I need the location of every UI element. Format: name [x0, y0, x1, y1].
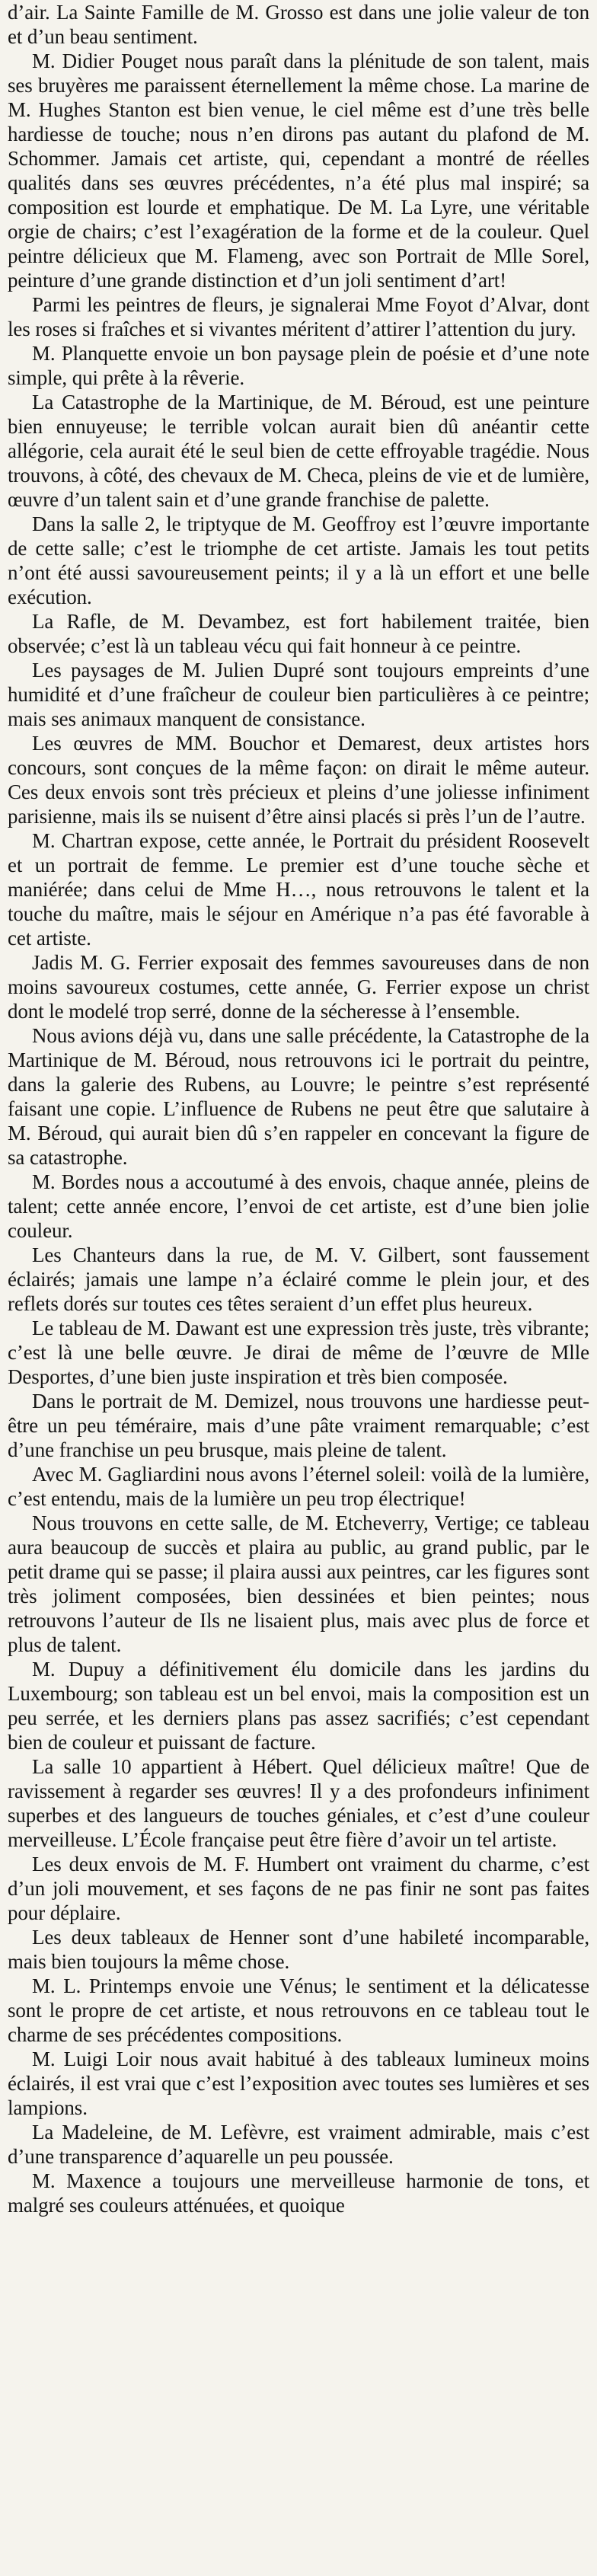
- paragraph: M. L. Printemps envoie une Vénus; le sentiment et la délicatesse sont le propre de cet artiste, et nous retrouvons en ce tableau tout le charme de ses précédentes compositions.: [8, 1974, 589, 2046]
- paragraph: Avec M. Gagliardini nous avons l’éternel soleil: voilà de la lumière, c’est entendu, mais de la lumière un peu trop électrique!: [8, 1463, 589, 1510]
- paragraph: Les œuvres de MM. Bouchor et Demarest, deux artistes hors concours, sont conçues de la même façon: on dirait le même auteur. Ces deux envois sont très précieux et pleins d’une joliesse infiniment parisienne, mais ils se nuisent d’être ainsi placés si près l’un de l’autre.: [8, 732, 589, 828]
- paragraph: M. Didier Pouget nous paraît dans la plénitude de son talent, mais ses bruyères me paraissent éternellement la même chose. La marine de M. Hughes Stanton est bien venue, le ciel même est d’une très belle hardiesse de touche; nous n’en dirons pas autant du plafond de M. Schommer. Jamais cet artiste, qui, cependant a montré de réelles qualités dans ses œuvres précédentes, n’a été plus mal inspiré; sa composition est lourde et emphatique. De M. La Lyre, une véritable orgie de chairs; c’est l’exagération de la forme et de la couleur. Quel peintre délicieux que M. Flameng, avec son Portrait de Mlle Sorel, peinture d’une grande distinction et d’un joli sentiment d’art!: [8, 49, 589, 292]
- text-column: [8, 0, 589, 2576]
- paragraph: M. Luigi Loir nous avait habitué à des tableaux lumineux moins éclairés, il est vrai que c’est l’exposition avec toutes ses lumières et ses lampions.: [8, 2048, 589, 2119]
- paragraph: M. Dupuy a définitivement élu domicile dans les jardins du Luxembourg; son tableau est un bel envoi, mais la composition est un peu serrée, et les derniers plans pas assez sacrifiés; c’est cependant bien de couleur et puissant de facture.: [8, 1658, 589, 1754]
- paragraph: La Madeleine, de M. Lefèvre, est vraiment admirable, mais c’est d’une transparence d’aquarelle un peu poussée.: [8, 2121, 589, 2168]
- paragraph: La Rafle, de M. Devambez, est fort habilement traitée, bien observée; c’est là un tableau vécu qui fait honneur à ce peintre.: [8, 610, 589, 657]
- paragraph: Les paysages de M. Julien Dupré sont toujours empreints d’une humidité et d’une fraîcheur de couleur bien particulières à ce peintre; mais ses animaux manquent de consistance.: [8, 659, 589, 730]
- paragraph: M. Bordes nous a accoutumé à des envois, chaque année, pleins de talent; cette année encore, l’envoi de cet artiste, est d’une bien jolie couleur.: [8, 1170, 589, 1242]
- paragraph: La salle 10 appartient à Hébert. Quel délicieux maître! Que de ravissement à regarder ses œuvres! Il y a des profondeurs infiniment superbes et des langueurs de touches géniales, et c’est d’une couleur merveilleuse. L’École française peut être fière d’avoir un tel artiste.: [8, 1755, 589, 1851]
- paragraph: Nous trouvons en cette salle, de M. Etcheverry, Vertige; ce tableau aura beaucoup de succès et plaira au public, au grand public, par le petit drame qui se passe; il plaira aussi aux peintres, car les figures sont très joliment composées, bien dessinées et bien peintes; nous retrouvons l’auteur de Ils ne lisaient plus, mais avec plus de force et plus de talent.: [8, 1511, 589, 1656]
- paragraph: Le tableau de M. Dawant est une expression très juste, très vibrante; c’est là une belle œuvre. Je dirai de même de l’œuvre de Mlle Desportes, d’une bien juste inspiration et très bien composée.: [8, 1317, 589, 1388]
- paragraph: Les deux envois de M. F. Humbert ont vraiment du charme, c’est d’un joli mouvement, et ses façons de ne pas finir ne sont pas faites pour déplaire.: [8, 1853, 589, 1924]
- paragraph: Dans le portrait de M. Demizel, nous trouvons une hardiesse peut-être un peu téméraire, mais d’une pâte vraiment remarquable; c’est d’une franchise un peu brusque, mais pleine de talent.: [8, 1390, 589, 1461]
- paragraph: M. Chartran expose, cette année, le Portrait du président Roosevelt et un portrait de femme. Le premier est d’une touche sèche et maniérée; dans celui de Mme H…, nous retrouvons le talent et la touche du maître, mais le séjour en Amérique n’a pas été favorable à cet artiste.: [8, 829, 589, 950]
- paragraph: Les deux tableaux de Henner sont d’une habileté incomparable, mais bien toujours la même chose.: [8, 1926, 589, 1973]
- paragraph: Dans la salle 2, le triptyque de M. Geoffroy est l’œuvre importante de cette salle; c’est le triomphe de cet artiste. Jamais les tout petits n’ont été aussi savoureusement peints; il y a là un effort et une belle exécution.: [8, 512, 589, 608]
- paragraph: Les Chanteurs dans la rue, de M. V. Gilbert, sont faussement éclairés; jamais une lampe n’a éclairé comme le plein jour, et des reflets dorés sur toutes ces têtes seraient d’un effet plus heureux.: [8, 1243, 589, 1315]
- paragraph: Jadis M. G. Ferrier exposait des femmes savoureuses dans de non moins savoureux costumes, cette année, G. Ferrier expose un christ dont le modelé trop serré, donne de la sécheresse à l’ensemble.: [8, 951, 589, 1023]
- paragraph: La Catastrophe de la Martinique, de M. Béroud, est une peinture bien ennuyeuse; le terrible volcan aurait bien dû anéantir cette allégorie, cela aurait été le seul bien de cette effroyable tragédie. Nous trouvons, à côté, des chevaux de M. Checa, pleins de vie et de lumière, œuvre d’un talent sain et d’une grande franchise de palette.: [8, 391, 589, 511]
- paragraph: Nous avions déjà vu, dans une salle précédente, la Catastrophe de la Martinique de M. Béroud, nous retrouvons ici le portrait du peintre, dans la galerie des Rubens, au Louvre; le peintre s’est représenté faisant une copie. L’influence de Rubens ne peut être que salutaire à M. Béroud, qui aurait bien dû s’en rappeler en concevant la figure de sa catastrophe.: [8, 1024, 589, 1169]
- paragraph: M. Planquette envoie un bon paysage plein de poésie et d’une note simple, qui prête à la rêverie.: [8, 342, 589, 389]
- paragraph: M. Maxence a toujours une merveilleuse harmonie de tons, et malgré ses couleurs atténuées, et quoique: [8, 2169, 589, 2217]
- paragraph: Parmi les peintres de fleurs, je signalerai Mme Foyot d’Alvar, dont les roses si fraîches et si vivantes méritent d’attirer l’attention du jury.: [8, 293, 589, 340]
- paragraph-continued: d’air. La Sainte Famille de M. Grosso est dans une jolie valeur de ton et d’un beau sentiment.: [8, 1, 589, 48]
